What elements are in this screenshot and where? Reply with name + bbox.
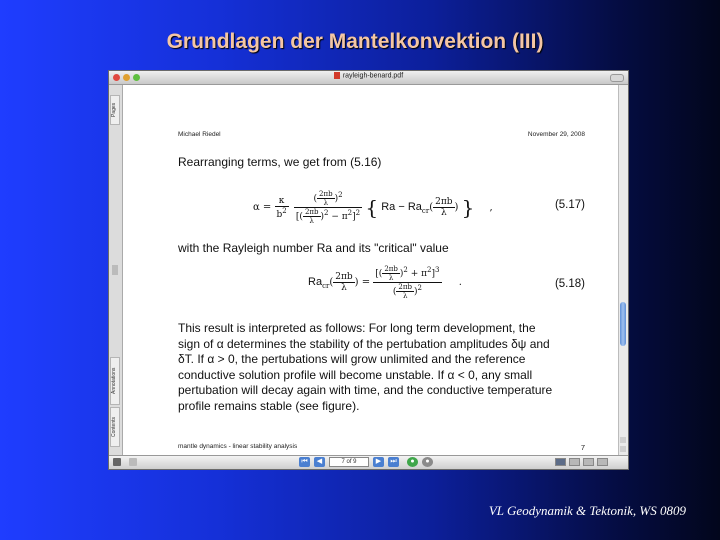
equation-5-17: α = $\frac{\kappa}{b^2}$ ( $\frac{2\pi b}{\lambda}$ )$^2$ [( $\frac{2\pi b}{\lambda}$ )$^2 - \pi^2]^2$ { $Ra - Ra_{cr}$( $\frac{2\pi b}{\lambda}$ ) } , (253, 190, 493, 225)
page-footer-title: mantle dynamics - linear stability analysis (178, 443, 298, 450)
scroll-down-arrow[interactable] (620, 446, 626, 452)
bottom-toolbar (109, 455, 628, 469)
back-button[interactable]: ● (407, 457, 418, 467)
equation-number-5-18: (5.18) (554, 278, 585, 290)
first-page-button[interactable]: ⏮ (299, 457, 310, 467)
interpretation-paragraph: This result is interpreted as follows: For long term development, the sign of α determines the stability of the pertubation amplitudes δψ and δT. If α > 0, the pertubations will grow unlimited and the reference conductive solution profile will become unstable. If α < 0, any small pertubation will decay again with time, and the conductive temperature profile remains stable (see figure). (178, 321, 553, 413)
last-page-button[interactable]: ⏭ (388, 457, 399, 467)
pdf-file-icon (334, 72, 340, 79)
two-page-view-button[interactable] (583, 458, 594, 466)
document-page (123, 85, 618, 455)
window-titlebar[interactable] (109, 71, 628, 85)
next-page-button[interactable]: ▶ (373, 457, 384, 467)
slide-title: Grundlagen der Mantelkonvektion (III) (166, 30, 544, 53)
toolbar-toggle-button[interactable] (610, 74, 624, 82)
rayleigh-number-text: with the Rayleigh number Ra and its "critical" value (178, 241, 449, 255)
tab-contents[interactable]: Contents (110, 407, 120, 447)
forward-button[interactable]: ● (422, 457, 433, 467)
drawer-toggle-button[interactable] (113, 458, 121, 466)
equation-number-5-17: (5.17) (554, 199, 585, 211)
page-number-field[interactable]: 7 of 9 (329, 457, 369, 467)
intro-text: Rearranging terms, we get from (5.16) (178, 155, 382, 169)
scrollbar-thumb[interactable] (620, 302, 626, 346)
page-header-date: November 29, 2008 (527, 131, 585, 138)
page-number: 7 (580, 443, 585, 452)
equation-5-18: $Ra_{cr}$( $\frac{2\pi b}{\lambda}$ ) = [( $\frac{2\pi b}{\lambda}$ )$^2 + \pi^2]^3$ ( $\frac{2\pi b}{\lambda}$ )$^2$ . (308, 265, 462, 300)
sidebar-icon[interactable] (129, 458, 137, 466)
two-page-continuous-view-button[interactable] (597, 458, 608, 466)
single-page-view-button[interactable] (555, 458, 566, 466)
tab-pages[interactable]: Pages (110, 95, 120, 125)
vertical-scrollbar[interactable] (618, 85, 628, 455)
document-filename: rayleigh-benard.pdf (342, 72, 404, 80)
window-title (109, 72, 628, 79)
drawer-resize-handle[interactable] (112, 265, 118, 275)
previous-page-button[interactable]: ◀ (314, 457, 325, 467)
continuous-view-button[interactable] (569, 458, 580, 466)
sidebar-drawer (109, 85, 123, 455)
slide-footer: VL Geodynamik & Tektonik, WS 0809 (488, 503, 686, 518)
pdf-viewer-window (108, 70, 629, 470)
scroll-up-arrow[interactable] (620, 437, 626, 443)
tab-annotations[interactable]: Annotations (110, 357, 120, 405)
page-header-author: Michael Riedel (178, 131, 221, 138)
